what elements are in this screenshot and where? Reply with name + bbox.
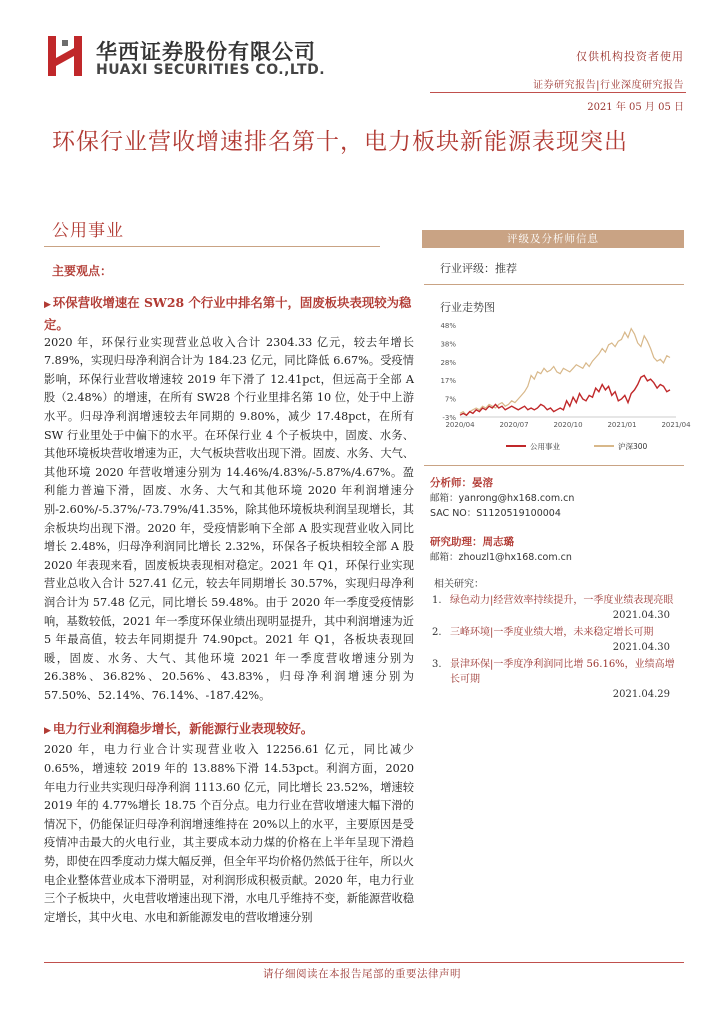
sector-divider — [44, 246, 380, 247]
report-title: 环保行业营收增速排名第十，电力板块新能源表现突出 — [52, 129, 628, 155]
sector-label: 公用事业 — [52, 221, 124, 241]
series-line-utilities — [460, 376, 670, 416]
report-date: 2021 年 05 月 05 日 — [587, 102, 684, 113]
y-tick-label: 28% — [440, 358, 456, 367]
huaxi-logo-icon — [44, 34, 86, 78]
header-divider — [430, 92, 686, 93]
company-name-en: HUAXI SECURITIES CO.,LTD. — [96, 62, 326, 78]
y-tick-label: -3% — [442, 414, 456, 422]
related-item[interactable]: 3. 景津环保|一季度净利润同比增 56.16%，业绩高增长可期 2021.04.29 — [430, 657, 684, 702]
legend-label: 公用事业 — [530, 442, 560, 451]
y-tick-label: 48% — [440, 322, 456, 330]
sac-label: SAC NO： — [430, 508, 477, 519]
x-tick-label: 2020/10 — [553, 421, 583, 429]
assistant-label: 研究助理： — [430, 536, 483, 548]
y-tick-label: 7% — [444, 395, 456, 404]
x-tick-label: 2020/04 — [445, 421, 475, 429]
analyst-name: 晏溶 — [472, 477, 493, 489]
y-tick-label: 17% — [440, 377, 456, 386]
assistant-name: 周志璐 — [482, 536, 514, 548]
industry-rating — [422, 248, 684, 284]
analyst-email-label: 邮箱： — [430, 493, 459, 504]
bullet-arrow-icon: ▶ — [44, 299, 51, 310]
trend-chart — [426, 319, 691, 459]
related-title: 相关研究： — [434, 579, 484, 590]
x-tick-label: 2020/07 — [499, 421, 529, 429]
key-points-label: 主要观点： — [52, 264, 113, 278]
rating-label: 行业评级： — [440, 262, 495, 275]
section-heading-2: ▶ 电力行业利润稳步增长，新能源行业表现较好。 — [44, 721, 314, 737]
section-paragraph-2: 2020 年，电力行业合计实现营业收入 12256.61 亿元，同比减少 0.65%，增速较 2019 年的 13.88%下滑 14.53pct。利润方面，2020 年电力行业共实现归母净利润 1113.60 亿元，同比增长 23.52%，增速较 2019 年的 4.77%增长 18.75 个百分点。电力行业在营收增速大幅下滑的情况下，仍能保证归母净利润增速维持在 20%以上的水平，主要原因是受疫情冲击最大的火电行业，其主要成本动力煤的价格在上半年呈现下滑趋势，即使在四季度动力煤大幅反弹，但全年平均价格仍然低于往年，所以火电企业整体营业成本下滑明显，对利润形成积极贡献。2020 年，电力行业三个子板块中，火电营收增速出现下滑，水电几乎维持不变，新能源营收稳定增长，其中火电、水电和新能源发电的营收增速分别 — [44, 743, 414, 924]
bullet-arrow-icon: ▶ — [44, 726, 51, 737]
sidebar-header: 评级及分析师信息 — [422, 230, 684, 248]
trend-chart-svg — [426, 319, 691, 459]
footer-divider — [44, 962, 684, 963]
assistant-email[interactable]: zhouzl1@hx168.com.cn — [458, 552, 572, 563]
sidebar — [422, 230, 691, 704]
related-research — [422, 565, 684, 702]
investor-disclaimer: 仅供机构投资者使用 — [576, 50, 684, 63]
analyst-info — [422, 466, 684, 565]
section-paragraph-1: 2020 年，环保行业实现营业总收入合计 2304.33 亿元，较去年增长 7.89%，实现归母净利润合计为 184.23 亿元，同比降低 6.67%。受疫情影响，环保行业营收增速较 2019 年下滑了 12.41pct，但远高于全部 A 股（2.48%）的增速，在所有 SW28 个行业里排名第 10 位，处于中上游水平。归母净利润增速较去年同期的 9.80%，减少 17.48pct，在所有 SW 行业里处于中偏下的水平。在环保行业 4 个子板块中，固废、水务、其他环境板块营收增速为正，大气板块营收出现下滑。固废、水务、大气、其他环境 2020 年营收增速分别为 14.46%/4.83%/-5.87%/4.67%。盈利能力普遍下滑，固废、水务、大气和其他环境 2020 年利润增速分别-2.60%/-5.37%/-73.79%/41.35%，除其他环境板块利润呈现增长，其余板块均出现下滑。2020 年，受疫情影响下全部 A 股实现营业收入同比增长 2.48%，归母净利润同比增长 2.32%，环保各子板块相较全部 A 股 2020 年表现来看，固废板块表现相对稳定。2021 年 Q1，环保行业实现营业总收入合计 527.41 亿元，较去年同期增长 30.57%，实现归母净利润合计为 57.48 亿元，同比增长 59.48%。由于 2020 年一季度受疫情影响，基数较低，2021 年一季度环保业绩出现明显提升，其中利润增速为近 5 年最高值，较去年同期提升 74.90pct。2021 年 Q1，各板块表现回暖，固废、水务、大气、其他环境 2021 年一季度营收增速分别为 26.38%、36.82%、20.56%、43.83%，归母净利润增速分别为 57.50%、52.14%、76.14%、-187.42%。 — [44, 335, 414, 702]
legend-label: 沪深300 — [618, 442, 648, 451]
rating-value: 推荐 — [495, 262, 517, 275]
section-heading-1: ▶ 环保营收增速在 SW28 个行业中排名第十，固废板块表现较为稳定。 — [44, 294, 412, 332]
y-tick-label: 38% — [440, 340, 456, 349]
x-tick-label: 2021/04 — [661, 421, 691, 429]
trend-chart-title: 行业走势图 — [440, 301, 495, 314]
company-name-cn: 华西证券股份有限公司 — [96, 40, 316, 64]
series-line-csi300 — [460, 329, 670, 416]
assistant-email-label: 邮箱： — [430, 552, 459, 563]
analyst-label: 分析师： — [430, 477, 472, 489]
legal-notice: 请仔细阅读在本报告尾部的重要法律声明 — [263, 968, 461, 980]
related-item[interactable]: 1. 绿色动力|经营效率持续提升，一季度业绩表现亮眼 2021.04.30 — [430, 593, 684, 623]
analyst-email[interactable]: yanrong@hx168.com.cn — [458, 493, 575, 504]
related-item-date: 2021.04.29 — [612, 689, 670, 700]
related-item-date: 2021.04.30 — [612, 642, 670, 653]
related-item-title[interactable]: 三峰环境|一季度业绩大增，未来稳定增长可期 — [450, 627, 654, 638]
main-content — [44, 262, 414, 941]
related-item-title[interactable]: 绿色动力|经营效率持续提升，一季度业绩表现亮眼 — [450, 595, 674, 606]
sac-number: S1120519100004 — [476, 508, 561, 519]
report-type: 证券研究报告|行业深度研究报告 — [533, 80, 684, 91]
related-item[interactable]: 2. 三峰环境|一季度业绩大增，未来稳定增长可期 2021.04.30 — [430, 625, 684, 655]
x-tick-label: 2021/01 — [607, 421, 637, 429]
related-item-title[interactable]: 景津环保|一季度净利润同比增 56.16%，业绩高增长可期 — [450, 659, 675, 685]
related-item-date: 2021.04.30 — [612, 610, 670, 621]
